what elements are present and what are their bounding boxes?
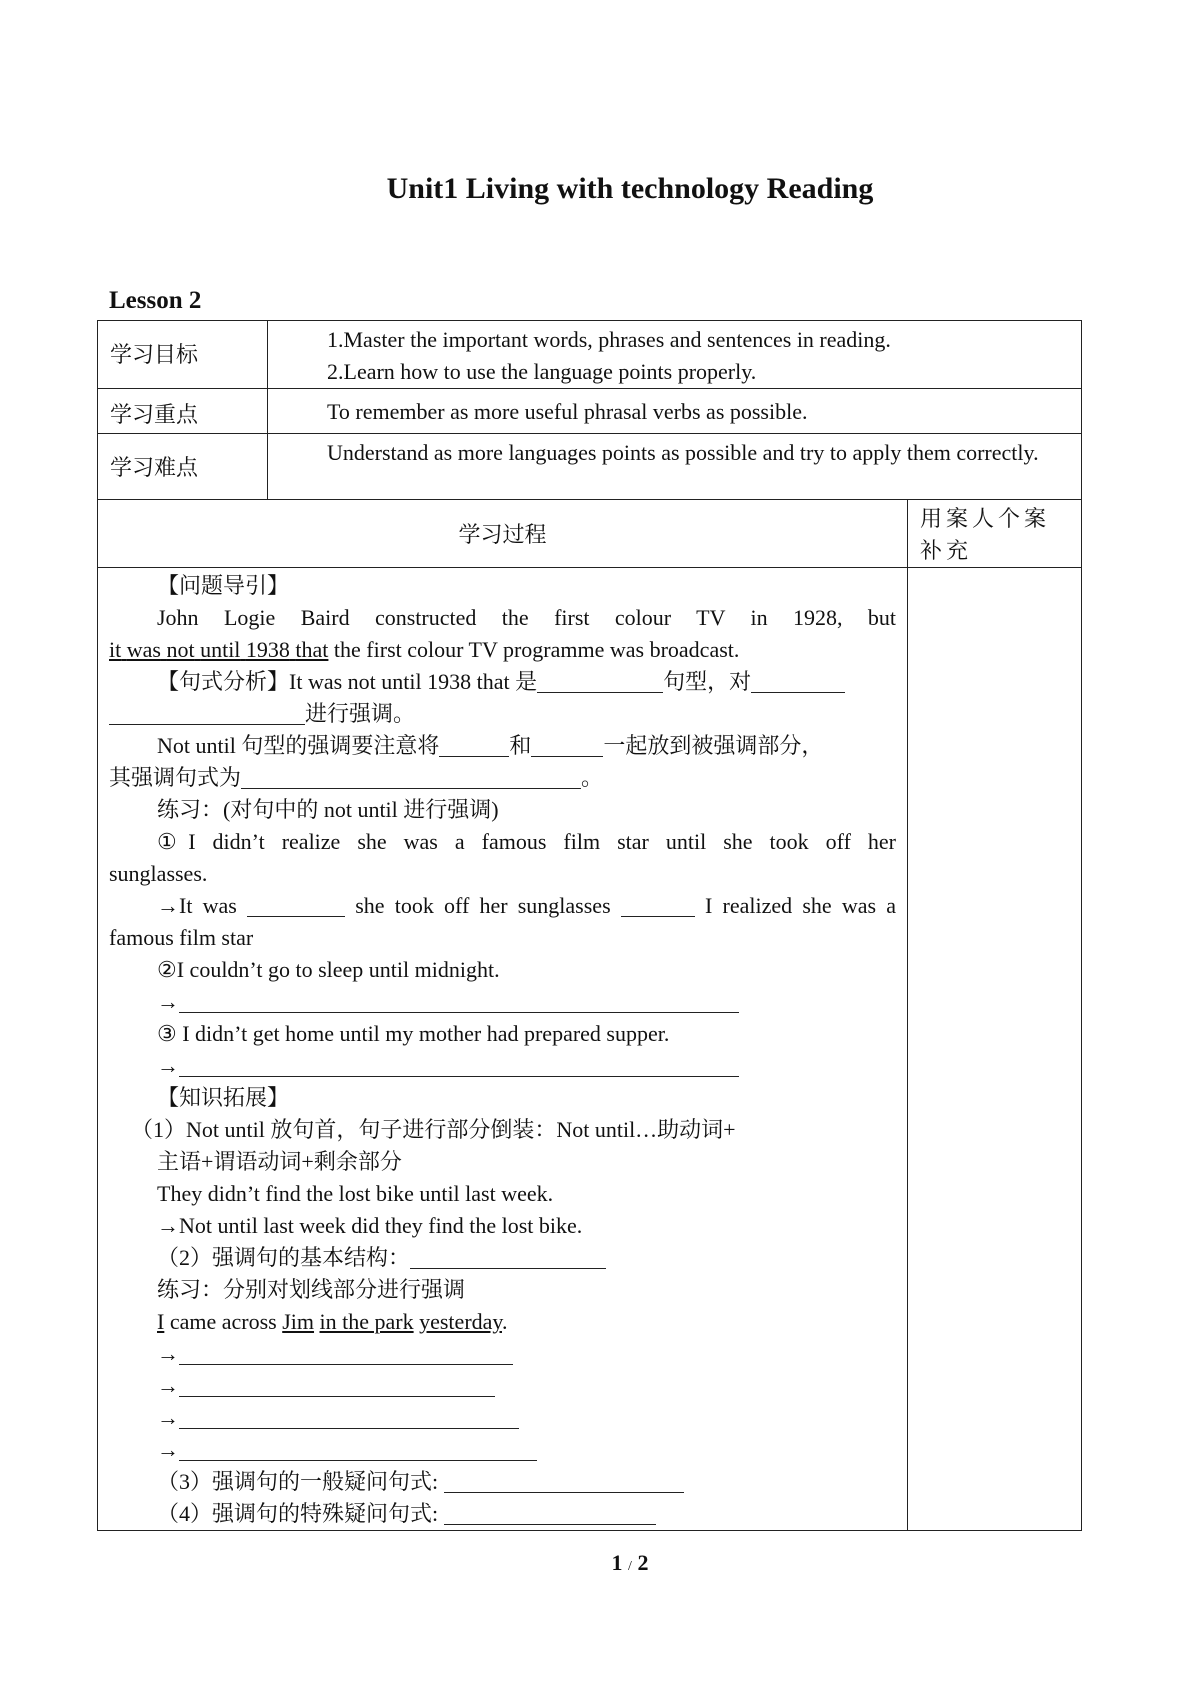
arrow: → — [157, 1373, 179, 1398]
blank[interactable] — [621, 894, 695, 917]
row-content — [98, 568, 1082, 1531]
supplement-cell[interactable] — [908, 568, 1082, 1531]
emph-1938: 1938 — [245, 637, 290, 662]
emph-that: that — [295, 637, 329, 662]
lesson-heading: Lesson 2 — [109, 287, 202, 314]
knowledge-2-exercise: 练习：分别对划线部分进行强调 — [157, 1277, 466, 1302]
blank[interactable] — [241, 766, 581, 789]
blank[interactable] — [179, 1438, 537, 1461]
goal-2: 2.Learn how to use the language points properly. — [327, 359, 757, 384]
knowledge-3 — [109, 1466, 896, 1498]
difficult-text: Understand as more languages points as possible and try to apply them correctly. — [327, 440, 1039, 465]
q-heading: 【问题导引】 — [157, 573, 290, 598]
exercise-2-answer — [109, 986, 896, 1018]
emph-jim: Jim — [282, 1309, 315, 1334]
not-until-c: 一起放到被强调部分， — [603, 733, 824, 758]
key-label: 学习重点 — [98, 389, 268, 434]
key-text: To remember as more useful phrasal verbs as possible. — [327, 399, 808, 424]
blank[interactable] — [537, 670, 663, 693]
q-line2-rest: the first colour TV programme was broadcast. — [333, 637, 740, 662]
goals-cell — [268, 321, 1082, 389]
process-header: 学习过程 — [98, 500, 908, 568]
blank[interactable] — [439, 734, 509, 757]
exercise-1-answer — [109, 890, 896, 922]
arrow: → — [157, 989, 179, 1014]
difficult-cell — [268, 434, 1082, 500]
knowledge-2-sentence — [109, 1306, 896, 1338]
ex1-a: →It was — [157, 893, 237, 918]
analysis-line2 — [109, 698, 896, 730]
blank[interactable] — [751, 670, 845, 693]
k2-answer-4 — [109, 1434, 896, 1466]
blank[interactable] — [109, 702, 305, 725]
exercise-heading: 练习：(对句中的 not until 进行强调) — [157, 797, 499, 822]
analysis-text: It was not until 1938 that 是 — [289, 669, 538, 694]
process-content — [98, 568, 908, 1531]
ex1-c: I realized she was a — [705, 893, 897, 918]
goal-1: 1.Master the important words, phrases and sentences in reading. — [327, 327, 891, 352]
supplement-header: 用案人个案补充 — [908, 500, 1082, 568]
knowledge-1-answer: →Not until last week did they find the lost bike. — [157, 1213, 583, 1238]
knowledge-4 — [109, 1498, 896, 1530]
blank[interactable] — [179, 1054, 739, 1077]
not-until-b: 和 — [509, 733, 532, 758]
k2-answer-3 — [109, 1402, 896, 1434]
period: . — [501, 1309, 508, 1334]
blank[interactable] — [444, 1502, 656, 1525]
analysis-mid: 句型，对 — [663, 669, 752, 694]
exercise-2: ②I couldn’t go to sleep until midnight. — [157, 957, 500, 982]
page-current: 1 — [611, 1550, 623, 1575]
not-until-d: 其强调句式为 — [109, 765, 242, 790]
emph-it: it — [109, 637, 122, 662]
blank[interactable] — [247, 894, 345, 917]
not-until-e: 。 — [581, 765, 604, 790]
analysis-heading: 【句式分析】 — [157, 669, 290, 694]
lesson-table — [97, 320, 1082, 1531]
exercise-1-answer2: famous film star — [109, 925, 254, 950]
row-goals — [98, 321, 1082, 389]
exercise-1b: sunglasses. — [109, 861, 208, 886]
emph-was: was — [126, 637, 161, 662]
blank[interactable] — [531, 734, 603, 757]
arrow: → — [157, 1405, 179, 1430]
page-title: Unit1 Living with technology Reading — [386, 172, 874, 205]
emph-i: I — [157, 1309, 165, 1334]
ex1-b: she took off her sunglasses — [355, 893, 611, 918]
row-key — [98, 389, 1082, 434]
blank[interactable] — [444, 1470, 684, 1493]
row-difficult — [98, 434, 1082, 500]
exercise-1: ①I didn’t realize she was a famous film star until she took off her — [157, 829, 896, 854]
blank[interactable] — [179, 1342, 513, 1365]
exercise-3-answer — [109, 1050, 896, 1082]
analysis-end: 进行强调。 — [305, 701, 416, 726]
key-cell — [268, 389, 1082, 434]
knowledge-4-label: （4）强调句的特殊疑问句式: — [157, 1501, 439, 1526]
blank[interactable] — [179, 990, 739, 1013]
emph-not: not — [166, 637, 195, 662]
knowledge-3-label: （3）强调句的一般疑问句式: — [157, 1469, 439, 1494]
arrow: → — [157, 1437, 179, 1462]
knowledge-2 — [109, 1242, 896, 1274]
page-number — [0, 1550, 1191, 1576]
not-until-line — [109, 730, 896, 762]
blank[interactable] — [179, 1374, 495, 1397]
knowledge-2-label: （2）强调句的基本结构： — [157, 1245, 411, 1270]
emph-in-the-park: in the park — [319, 1309, 414, 1334]
blank[interactable] — [410, 1246, 606, 1269]
knowledge-1b: 主语+谓语动词+剩余部分 — [157, 1149, 402, 1174]
emph-until: until — [200, 637, 241, 662]
k2-answer-1 — [109, 1338, 896, 1370]
not-until-a: Not until 句型的强调要注意将 — [157, 733, 440, 758]
came-across: came across — [169, 1309, 277, 1334]
not-until-line2 — [109, 762, 896, 794]
goals-label: 学习目标 — [98, 321, 268, 389]
emph-yesterday: yesterday — [419, 1309, 502, 1334]
arrow: → — [157, 1341, 179, 1366]
row-header — [98, 500, 1082, 568]
page-total: 2 — [637, 1550, 649, 1575]
k2-answer-2 — [109, 1370, 896, 1402]
exercise-3: ③ I didn’t get home until my mother had prepared supper. — [157, 1021, 670, 1046]
difficult-label: 学习难点 — [98, 434, 268, 500]
q-line2 — [109, 634, 896, 666]
knowledge-1-example: They didn’t find the lost bike until last week. — [157, 1181, 554, 1206]
knowledge-1: （1）Not until 放句首，句子进行部分倒装：Not until…助动词+ — [131, 1117, 736, 1142]
page-separator: / — [628, 1559, 632, 1574]
arrow: → — [157, 1053, 179, 1078]
knowledge-heading: 【知识拓展】 — [157, 1085, 290, 1110]
blank[interactable] — [179, 1406, 519, 1429]
analysis-line — [109, 666, 896, 698]
q-line1: John Logie Baird constructed the first colour TV in 1928, but — [157, 605, 896, 630]
